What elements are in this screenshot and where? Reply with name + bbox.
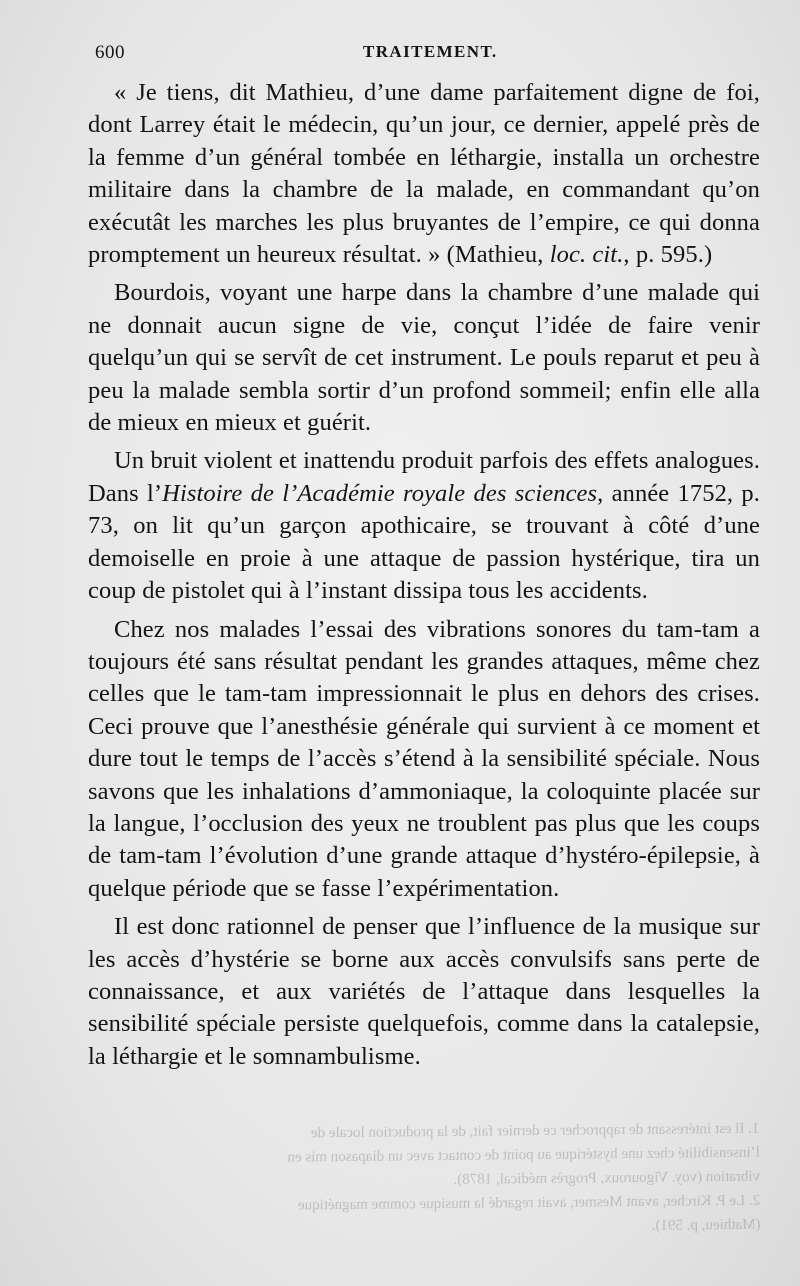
page-header: [95, 40, 752, 70]
bleed-through-line: (Mathieu, p. 591).: [651, 1216, 761, 1234]
bleed-through-line: vibration (voy. Vigouroux, Progrès médical, 1878).: [453, 1168, 761, 1188]
paragraph-text: « Je tiens, dit Mathieu, d’une dame parfaitement digne de foi, dont Larrey était le médecin, qu’un jour, ce dernier, appelé près de la femme d’un général tombée en léthargie, installa un orchestre militaire dans la chambre de la malade, en commandant qu’on exécutât les marches les plus bruyantes de l’empire, ce qui donna promptement un heureux résultat. » (Mathieu,: [88, 79, 760, 269]
paragraph: [88, 911, 760, 1073]
italic-reference: loc. cit.: [549, 241, 624, 269]
paragraph: [88, 277, 760, 439]
bleed-through-line: 2. Le P. Kircher, avant Mesmer, avait regardé la musique comme magnétique: [297, 1192, 761, 1214]
bleed-through-line: l’insensibilité chez une hystérique au point de contact avec un diapason mis en: [287, 1144, 760, 1166]
italic-reference: Histoire de l’Académie royale des sciences: [162, 479, 598, 507]
paragraph: [88, 614, 760, 906]
paragraph-text: Un bruit violent et inattendu produit parfois des effets analogues. Dans l’: [88, 447, 760, 507]
paragraph-text: Il est donc rationnel de penser que l’influence de la musique sur les accès d’hystérie se borne aux accès convulsifs sans perte de connaissance, et aux variétés de l’attaque dans lesquelles la sensibilité spéciale persiste quelquefois, comme dans la catalepsie, la léthargie et le somnambulisme.: [88, 913, 760, 1070]
body-text: [88, 77, 760, 1079]
paragraph-text: , année 1752, p. 73, on lit qu’un garçon apothicaire, se trouvant à côté d’une demoiselle en proie à une attaque de passion hystérique, tira un coup de pistolet qui à l’instant dissipa tous les accidents.: [88, 479, 760, 605]
paragraph: [88, 445, 760, 607]
running-title: TRAITEMENT.: [363, 42, 498, 61]
paragraph-text: Bourdois, voyant une harpe dans la chambre d’une malade qui ne donnait aucun signe de vie, conçut l’idée de faire venir quelqu’un qui se servît de cet instrument. Le pouls reparut et peu à peu la malade sembla sortir d’un profond sommeil; enfin elle alla de mieux en mieux et guérit.: [88, 279, 760, 437]
paragraph-text: , p. 595.): [623, 241, 713, 269]
page-number: 600: [95, 42, 125, 63]
paragraph-text: Chez nos malades l’essai des vibrations sonores du tam-tam a toujours été sans résultat pendant les grandes attaques, même chez celles que le tam-tam impressionnait le plus en dehors des crises. Ceci prouve que l’anesthésie générale qui survient à ce moment et dure tout le temps de l’accès s’étend à la sensibilité spéciale. Nous savons que les inhalations d’ammoniaque, la coloquinte placée sur la langue, l’occlusion des yeux ne troublent pas plus que les coups de tam-tam l’évolution d’une grande attaque d’hystéro-épilepsie, à quelque période que se fasse l’expérimentation.: [88, 615, 760, 902]
paragraph: [88, 77, 760, 271]
bleed-through-line: 1. Il est intéressant de rapprocher ce dernier fait, de la production locale de: [310, 1120, 760, 1142]
bleed-through-text: [119, 1117, 760, 1244]
